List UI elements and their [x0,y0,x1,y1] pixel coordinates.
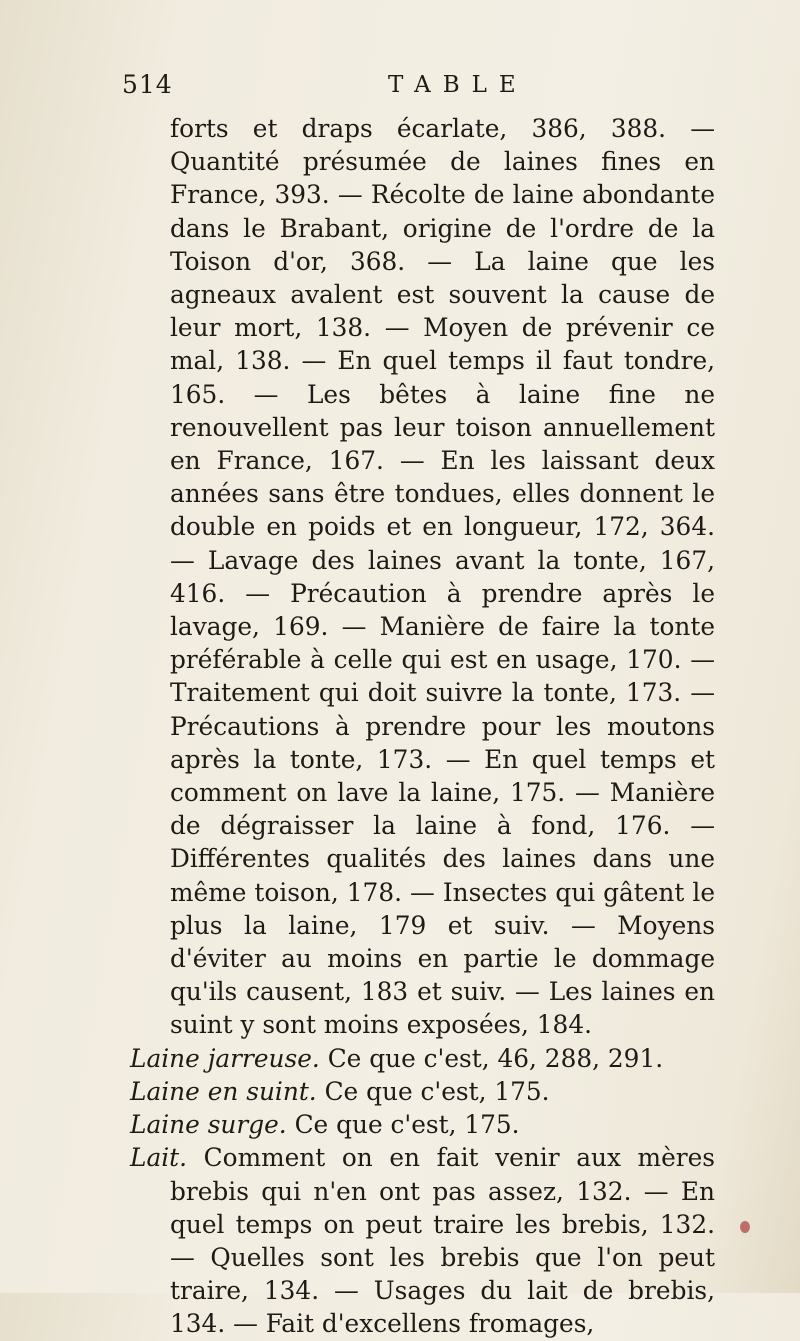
running-title: TABLE [388,72,528,98]
entry-headword: Laine en suint. [130,1076,317,1106]
entry-text: Ce que c'est, 175. [286,1110,520,1140]
index-entry-continuation [130,112,715,1042]
page-number: 514 [122,70,173,99]
index-entry-laine-en-suint [130,1075,715,1108]
index-entry-laine-jarreuse [130,1042,715,1075]
ink-speck [740,1221,750,1233]
index-entry-lait [130,1141,715,1340]
index-entry-laine-surge [130,1108,715,1141]
entry-text: Ce que c'est, 175. [316,1076,550,1106]
index-body [130,112,715,1341]
entry-headword: Laine surge. [130,1110,287,1140]
entry-headword: Lait. [130,1143,188,1173]
entry-text: Comment on en fait venir aux mères brebis qui n'en ont pas assez, 132. — En quel temps on peut traire les brebis, 132. — Quelles sont les brebis que l'on peut traire, 134. — Usages du lait de brebis, 134. — Fait d'excellens fromages, [170,1143,715,1339]
entry-text: Ce que c'est, 46, 288, 291. [319,1043,664,1073]
entry-text: forts et draps écarlate, 386, 388. — Quantité présumée de laines fines en France, 393. — Récolte de laine abondante dans le Brabant, origine de l'ordre de la Toison d'or, 368. — La laine que les agneaux avalent est souvent la cause de leur mort, 138. — Moyen de prévenir ce mal, 138. — En quel temps il faut tondre, 165. — Les bêtes à laine fine ne renouvellent pas leur toison annuellement en France, 167. — En les laissant deux années sans être tondues, elles donnent le double en poids et en longueur, 172, 364. — Lavage des laines avant la tonte, 167, 416. — Précaution à prendre après le lavage, 169. — Manière de faire la tonte préférable à celle qui est en usage, 170. — Traitement qui doit suivre la tonte, 173. — Précautions à prendre pour les moutons après la tonte, 173. — En quel temps et comment on lave la laine, 175. — Manière de dégraisser la laine à fond, 176. — Différentes qualités des laines dans une même toison, 178. — Insectes qui gâtent le plus la laine, 179 et suiv. — Moyens d'éviter au moins en partie le dommage qu'ils causent, 183 et suiv. — Les laines en suint y sont moins exposées, 184. [170,114,715,1040]
entry-headword: Laine jarreuse. [130,1043,320,1073]
page-header [120,70,680,110]
